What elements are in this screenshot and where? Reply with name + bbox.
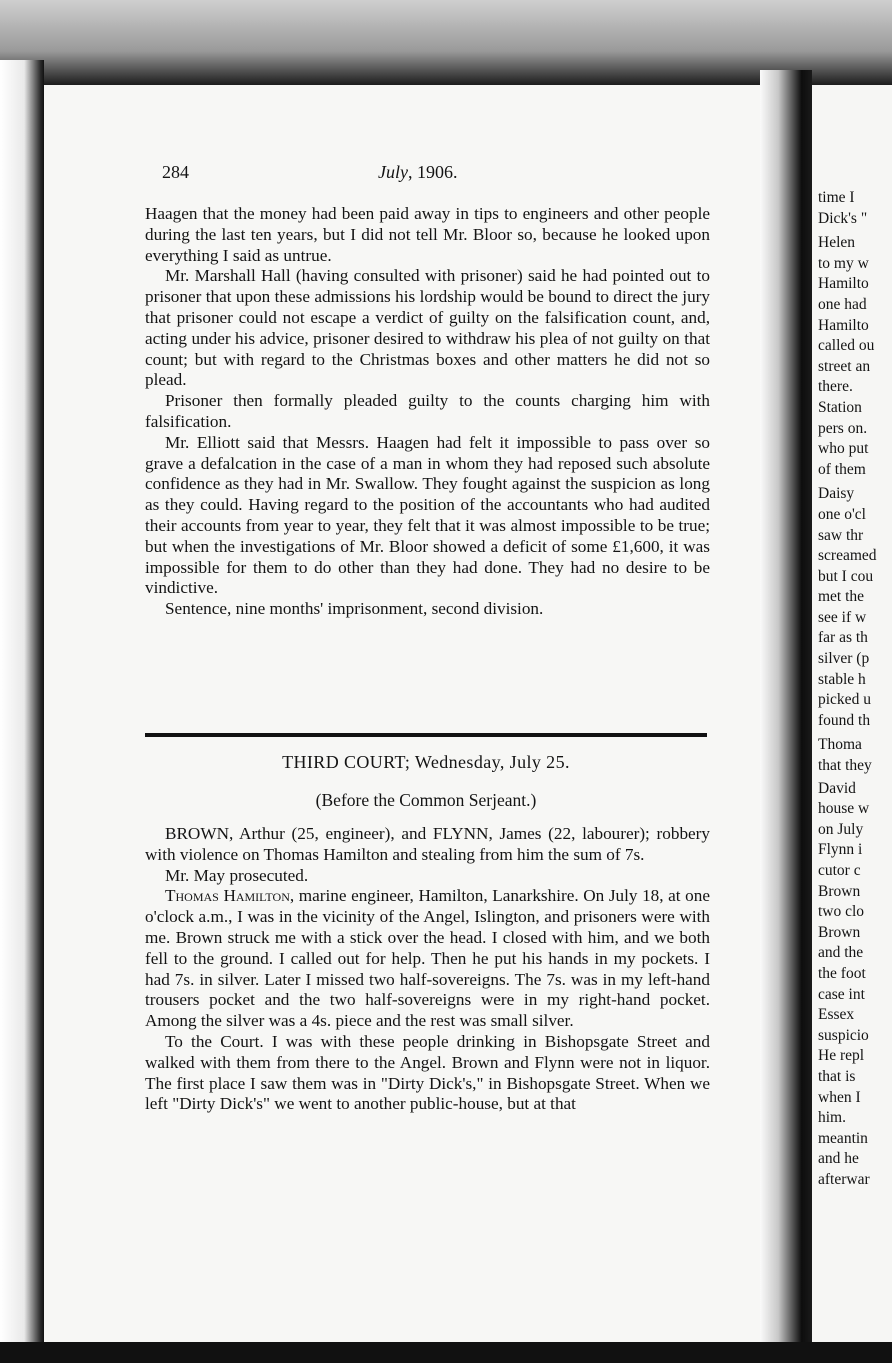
right-page-line-fragment: meantin (818, 1129, 868, 1147)
paragraph: Sentence, nine months' imprisonment, second division. (165, 599, 544, 619)
right-page-line-fragment: case int (818, 985, 865, 1003)
right-page-line-fragment: house w (818, 800, 870, 818)
right-page-line-fragment: Hamilto (818, 316, 869, 334)
right-page-line-fragment: and he (818, 1150, 859, 1168)
right-page-line-fragment: silver (p (818, 650, 870, 668)
case-prosecutor: Mr. May prosecuted. (165, 865, 309, 885)
witness-statement: marine engineer, Hamilton, Lanarkshire. On July 18, at one o'clock a.m., I was in the vicinity of the Angel, Islington, and prisoners were with me. Brown struck me with a stick over the head. I closed with him, and we both fell to the ground. I called out for help. Then he put his hands in my pockets. I had 7s. in silver. Later I missed two half-sovereigns. The 7s. was in my left-hand trousers pocket and the two half-sovereigns were in my right-hand pocket. Among the silver was a 4s. piece and the rest was small silver. (145, 886, 710, 1031)
right-page-line-fragment: screamed (818, 547, 877, 565)
running-head (150, 162, 715, 186)
right-page-line-fragment: saw thr (818, 526, 864, 544)
right-page-line-fragment: Flynn i (818, 841, 863, 859)
right-page-line-fragment: see if w (818, 608, 867, 626)
trial-conclusion-text (145, 204, 710, 620)
right-page-line-fragment: called ou (818, 337, 875, 355)
right-page-line-fragment: He repl (818, 1047, 865, 1065)
paragraph: Haagen that the money had been paid away in tips to engineers and other people during the last ten years, but I did not tell Mr. Bloor so, because he looked upon everything I said as untrue. (145, 204, 710, 265)
right-page-line-fragment: of them (818, 460, 866, 478)
paragraph: Prisoner then formally pleaded guilty to the counts charging him with falsification. (145, 391, 710, 431)
right-page-line-fragment: but I cou (818, 567, 874, 585)
paragraph: Mr. Marshall Hall (having consulted with prisoner) said he had pointed out to prisoner that upon these admissions his lordship would be bound to direct the jury that prisoner could not escape a verdict of guilty on the falsification count, and, acting under his advice, prisoner desired to withdraw his plea of not guilty on that count; but with regard to the Christmas boxes and other matters he did not so plead. (145, 266, 710, 390)
cross-examination: To the Court. I was with these people drinking in Bishopsgate Street and walked with them from there to the Angel. Brown and Flynn were not in liquor. The first place I saw them was in "Dirty Dick's," in Bishopsgate Street. When we left "Dirty Dick's" we went to another public-house, but at that (145, 1031, 710, 1114)
running-title-month: July (378, 162, 408, 182)
book-gutter (760, 70, 812, 1363)
right-page-line-fragment: far as th (818, 629, 868, 647)
right-page-line-fragment: that they (818, 757, 872, 775)
right-page-line-fragment: who put (818, 440, 869, 458)
right-page-line-fragment: and the (818, 944, 864, 962)
right-page-line-fragment: one o'cl (818, 505, 866, 523)
right-page-line-fragment: two clo (818, 903, 865, 921)
right-page-line-fragment: there. (818, 378, 853, 396)
right-page-line-fragment: met the (818, 588, 865, 606)
scan-top-shadow (0, 0, 892, 85)
right-page-line-fragment: Brown (818, 882, 861, 900)
right-page-line-fragment: when I (818, 1088, 861, 1106)
right-page-line-fragment: Dick's " (818, 209, 868, 227)
paragraph: Mr. Elliott said that Messrs. Haagen had felt it impossible to pass over so grave a defalcation in the case of a man in whom they had reposed such absolute confidence as they had in Mr. Swallow. They fought against the suspicion as long as they could. Having regard to the position of the accountants who had audited their accounts from year to year, they felt that it was almost impossible to be true; but when the investigations of Mr. Bloor showed a deficit of some £1,600, it was impossible for them to do other than they had done. They had no desire to be vindictive. (145, 432, 710, 598)
case-text (145, 824, 710, 1115)
right-page-line-fragment: found th (818, 711, 871, 729)
right-page-line-fragment: stable h (818, 670, 866, 688)
right-page-line-fragment: suspicio (818, 1026, 869, 1044)
scan-left-edge (0, 60, 44, 1363)
right-page-line-fragment: Thoma (818, 736, 862, 754)
right-page-line-fragment: Essex (818, 1006, 855, 1024)
page-number: 284 (162, 162, 189, 182)
right-page-line-fragment: the foot (818, 964, 866, 982)
right-page-line-fragment: Daisy (818, 485, 855, 503)
running-title (378, 162, 457, 183)
before-line: (Before the Common Serjeant.) (315, 790, 537, 810)
right-page-line-fragment: David (818, 779, 856, 797)
case-defendants: BROWN, Arthur (25, engineer), and FLYNN, James (22, labourer); robbery with violence on Thomas Hamilton and stealing from him the sum of 7s. (145, 824, 710, 864)
right-page-line-fragment: pers on. (818, 419, 868, 437)
right-page-fragments (818, 188, 892, 1191)
right-page-line-fragment: afterwar (818, 1170, 870, 1188)
section-divider (145, 733, 707, 737)
right-page-line-fragment: Brown (818, 923, 861, 941)
scan-bottom-shadow (0, 1342, 892, 1363)
right-page-line-fragment: street an (818, 357, 871, 375)
right-page-line-fragment: Station (818, 398, 862, 416)
witness-testimony (145, 886, 710, 1032)
right-page-line-fragment: one had (818, 295, 867, 313)
witness-name: Thomas Hamilton, (165, 886, 295, 906)
right-page-line-fragment: him. (818, 1109, 846, 1127)
running-title-year: , 1906. (407, 162, 458, 182)
court-heading: THIRD COURT; Wednesday, July 25. (282, 752, 570, 772)
right-page-line-fragment: picked u (818, 691, 871, 709)
right-page-line-fragment: Helen (818, 234, 856, 252)
right-page-line-fragment: cutor c (818, 862, 861, 879)
right-page-line-fragment: time I (818, 189, 855, 206)
right-page-line-fragment: on July (818, 820, 864, 838)
right-page-line-fragment: to my w (818, 254, 869, 272)
right-page-line-fragment: Hamilto (818, 275, 869, 293)
right-page-line-fragment: that is (818, 1067, 856, 1085)
